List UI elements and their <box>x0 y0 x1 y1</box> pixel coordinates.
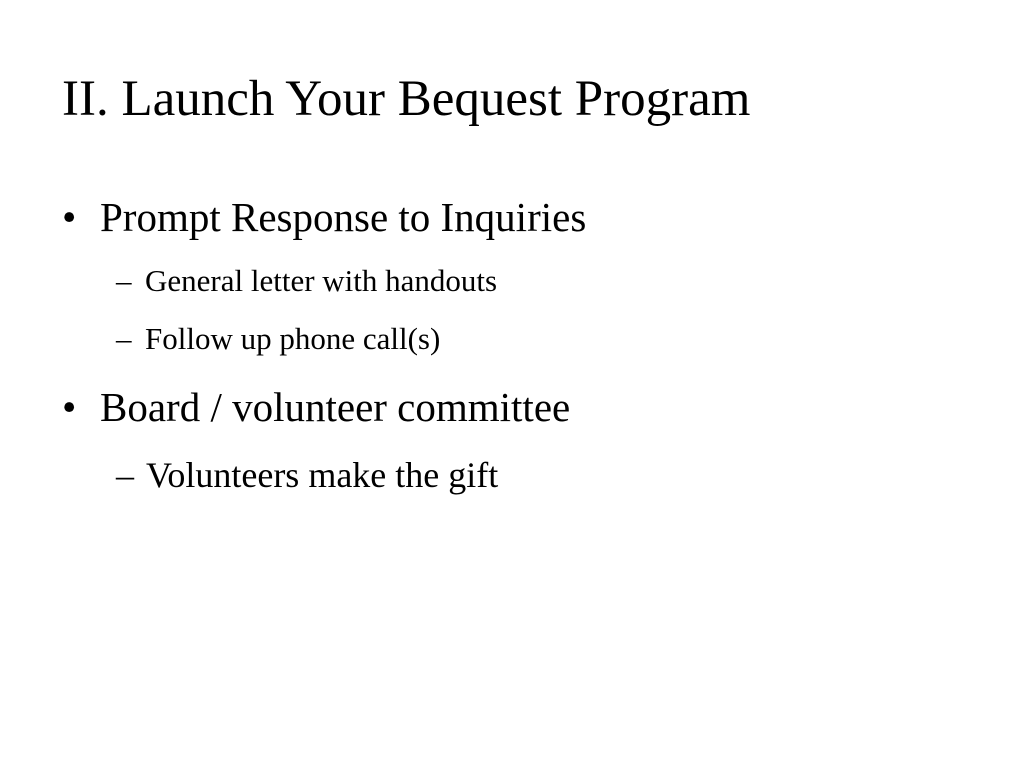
slide-title: II. Launch Your Bequest Program <box>62 71 751 127</box>
bullet-text: Prompt Response to Inquiries <box>100 194 587 240</box>
bullet-item <box>62 383 570 431</box>
sub-bullet-text: General letter with handouts <box>145 263 498 298</box>
sub-bullet-item <box>116 454 498 496</box>
bullet-marker: • <box>62 384 77 430</box>
sub-bullet-item <box>116 263 497 299</box>
sub-bullet-marker: – <box>116 263 132 298</box>
bullet-marker: • <box>62 194 77 240</box>
bullet-text: Board / volunteer committee <box>100 384 571 430</box>
sub-bullet-text: Volunteers make the gift <box>146 455 499 495</box>
sub-bullet-marker: – <box>116 455 134 495</box>
sub-bullet-item <box>116 321 440 357</box>
sub-bullet-marker: – <box>116 321 132 356</box>
bullet-item <box>62 193 586 241</box>
sub-bullet-text: Follow up phone call(s) <box>145 321 441 356</box>
